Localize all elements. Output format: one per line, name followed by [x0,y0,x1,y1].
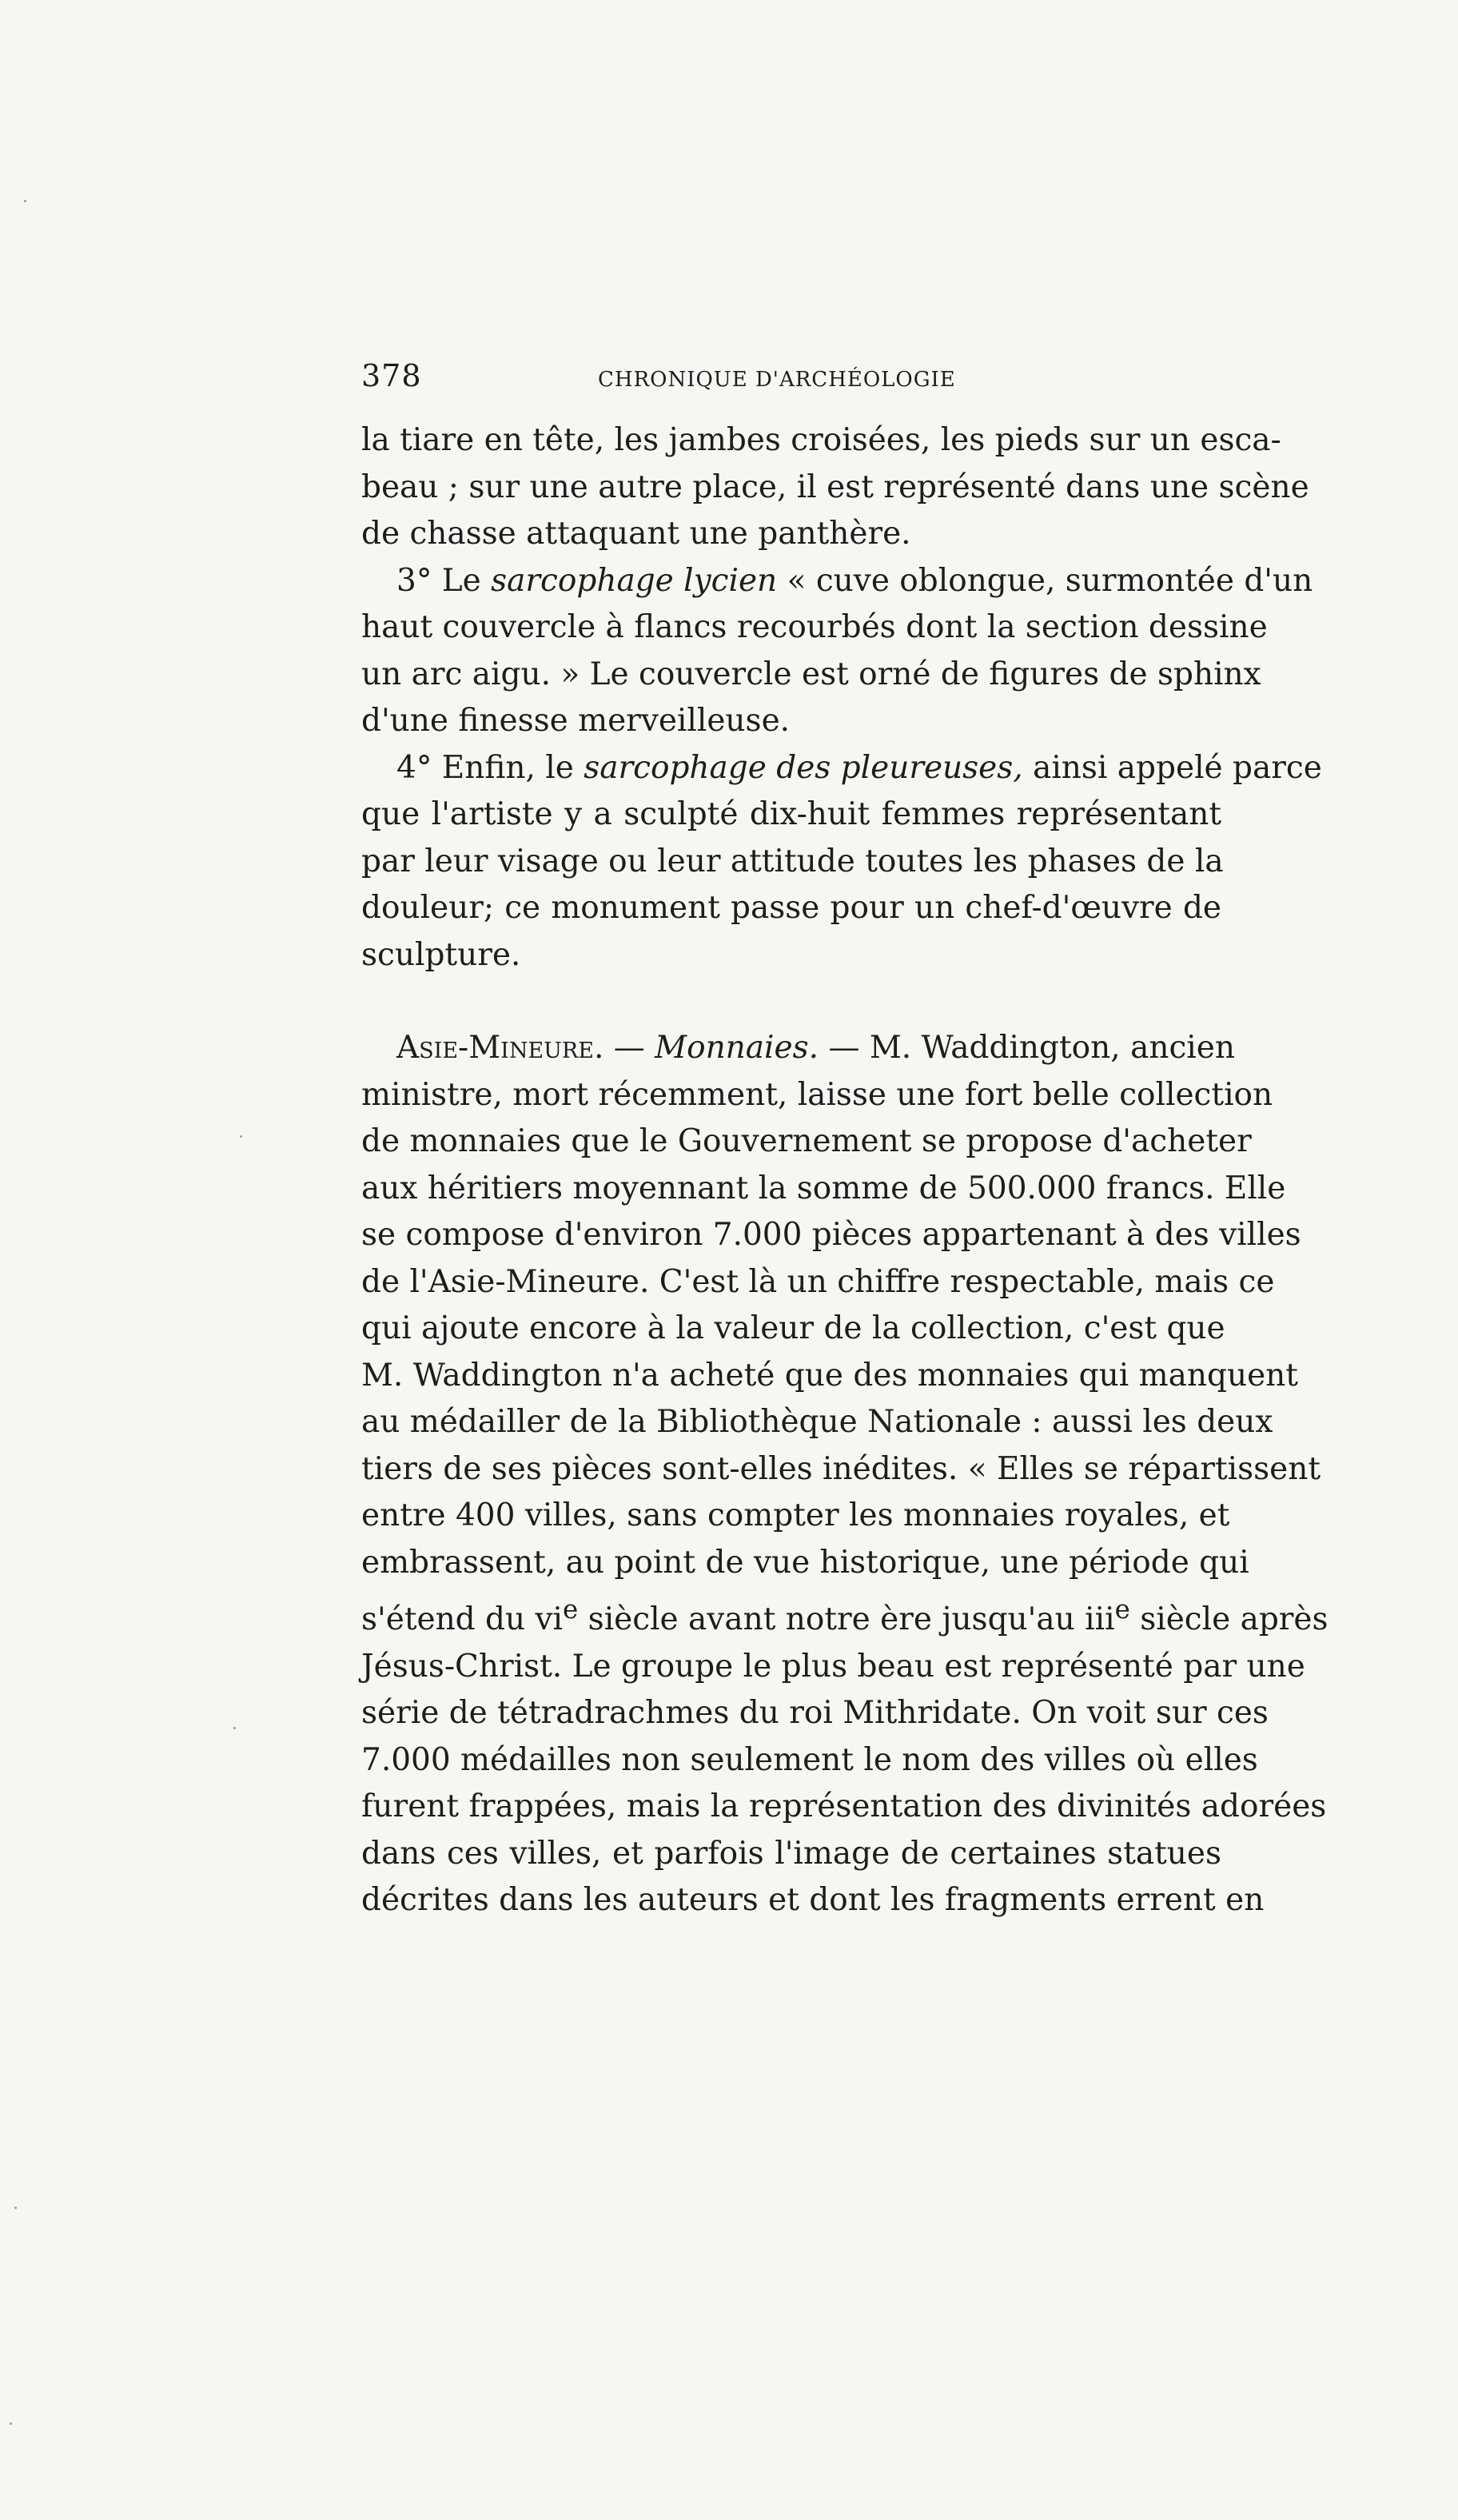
superscript: e [563,1594,579,1625]
italic-term: sarcophage des pleureuses, [584,749,1023,786]
text-line: dans ces villes, et parfois l'image de certaines statues [361,1835,1221,1872]
text-line: la tiare en tête, les jambes croisées, les pieds sur un esca- [361,422,1281,458]
text-line [361,1586,1329,1644]
text-line: ministre, mort récemment, laisse une fort belle collection [361,1076,1273,1113]
topic-heading: Monnaies. [655,1030,819,1066]
text-line: entre 400 villes, sans compter les monnaies royales, et [361,1497,1230,1533]
text-line: série de tétradrachmes du roi Mithridate. On voit sur ces [361,1695,1269,1731]
text-line: beau ; sur une autre place, il est représenté dans une scène [361,469,1309,505]
text-line: un arc aigu. » Le couvercle est orné de figures de sphinx [361,656,1261,692]
paragraph-asie-mineure [361,1025,1329,1924]
paper-speck [10,2422,12,2425]
line-rest: M. Waddington, ancien [869,1030,1235,1066]
text-line [361,1025,1235,1072]
text-line: 7.000 médailles non seulement le nom des villes où elles [361,1741,1258,1778]
text-line: douleur; ce monument passe pour un chef-d'œuvre de [361,890,1221,926]
section-gap [361,979,1221,1025]
item-number: 4° [396,749,432,786]
paragraph-1 [361,417,1309,558]
line-rest: ainsi appelé parce [1033,749,1322,786]
text-line: embrassent, au point de vue historique, une période qui [361,1544,1249,1581]
text-line: haut couvercle à flancs recourbés dont la section dessine [361,609,1268,645]
paper-speck [233,1727,236,1729]
section-heading: Asie-Mineure. [396,1030,604,1066]
superscript: e [1114,1594,1130,1625]
text-line: d'une finesse merveilleuse. [361,703,791,739]
lead-text: Enfin, le [441,749,574,786]
paragraph-2 [361,558,1313,745]
text-line: qui ajoute encore à la valeur de la collection, c'est que [361,1310,1225,1346]
item-number: 3° [396,562,432,599]
em-dash: — [828,1030,860,1066]
text-line: au médailler de la Bibliothèque Nationale : aussi les deux [361,1404,1273,1440]
paper-speck [14,2207,17,2209]
text-line [361,745,1322,792]
text-line [361,558,1313,605]
text-line: furent frappées, mais la représentation des divinités adorées [361,1788,1327,1824]
text-line: sculpture. [361,936,521,973]
text-line: que l'artiste y a sculpté dix-huit femmes représentant [361,796,1221,832]
text-line: de chasse attaquant une panthère. [361,516,911,552]
text-line: décrites dans les auteurs et dont les fragments errent en [361,1882,1265,1918]
italic-term: sarcophage lycien [491,562,778,599]
em-dash: — [613,1030,645,1066]
text-line: Jésus-Christ. Le groupe le plus beau est représenté par une [361,1648,1305,1685]
page-number: 378 [361,358,422,393]
lead-text: Le [441,562,481,599]
paper-speck [24,200,26,202]
body-text [361,417,1329,1924]
paragraph-3 [361,745,1322,979]
page-header [361,358,1241,406]
paper-speck [240,1135,242,1138]
running-title: CHRONIQUE D'ARCHÉOLOGIE [598,368,956,392]
line-part: s'étend du vi [361,1601,564,1637]
line-part: siècle avant notre ère jusqu'au iii [578,1601,1115,1637]
text-line: de monnaies que le Gouvernement se propose d'acheter [361,1123,1252,1159]
line-rest: « cuve oblongue, surmontée d'un [787,562,1313,599]
text-line: se compose d'environ 7.000 pièces appartenant à des villes [361,1217,1301,1253]
text-line: aux héritiers moyennant la somme de 500.000 francs. Elle [361,1170,1286,1206]
text-line: tiers de ses pièces sont-elles inédites. « Elles se répartissent [361,1450,1321,1487]
line-part: siècle après [1129,1601,1329,1637]
text-line: de l'Asie-Mineure. C'est là un chiffre respectable, mais ce [361,1263,1275,1300]
text-line: M. Waddington n'a acheté que des monnaies qui manquent [361,1357,1298,1394]
text-line: par leur visage ou leur attitude toutes les phases de la [361,843,1224,879]
